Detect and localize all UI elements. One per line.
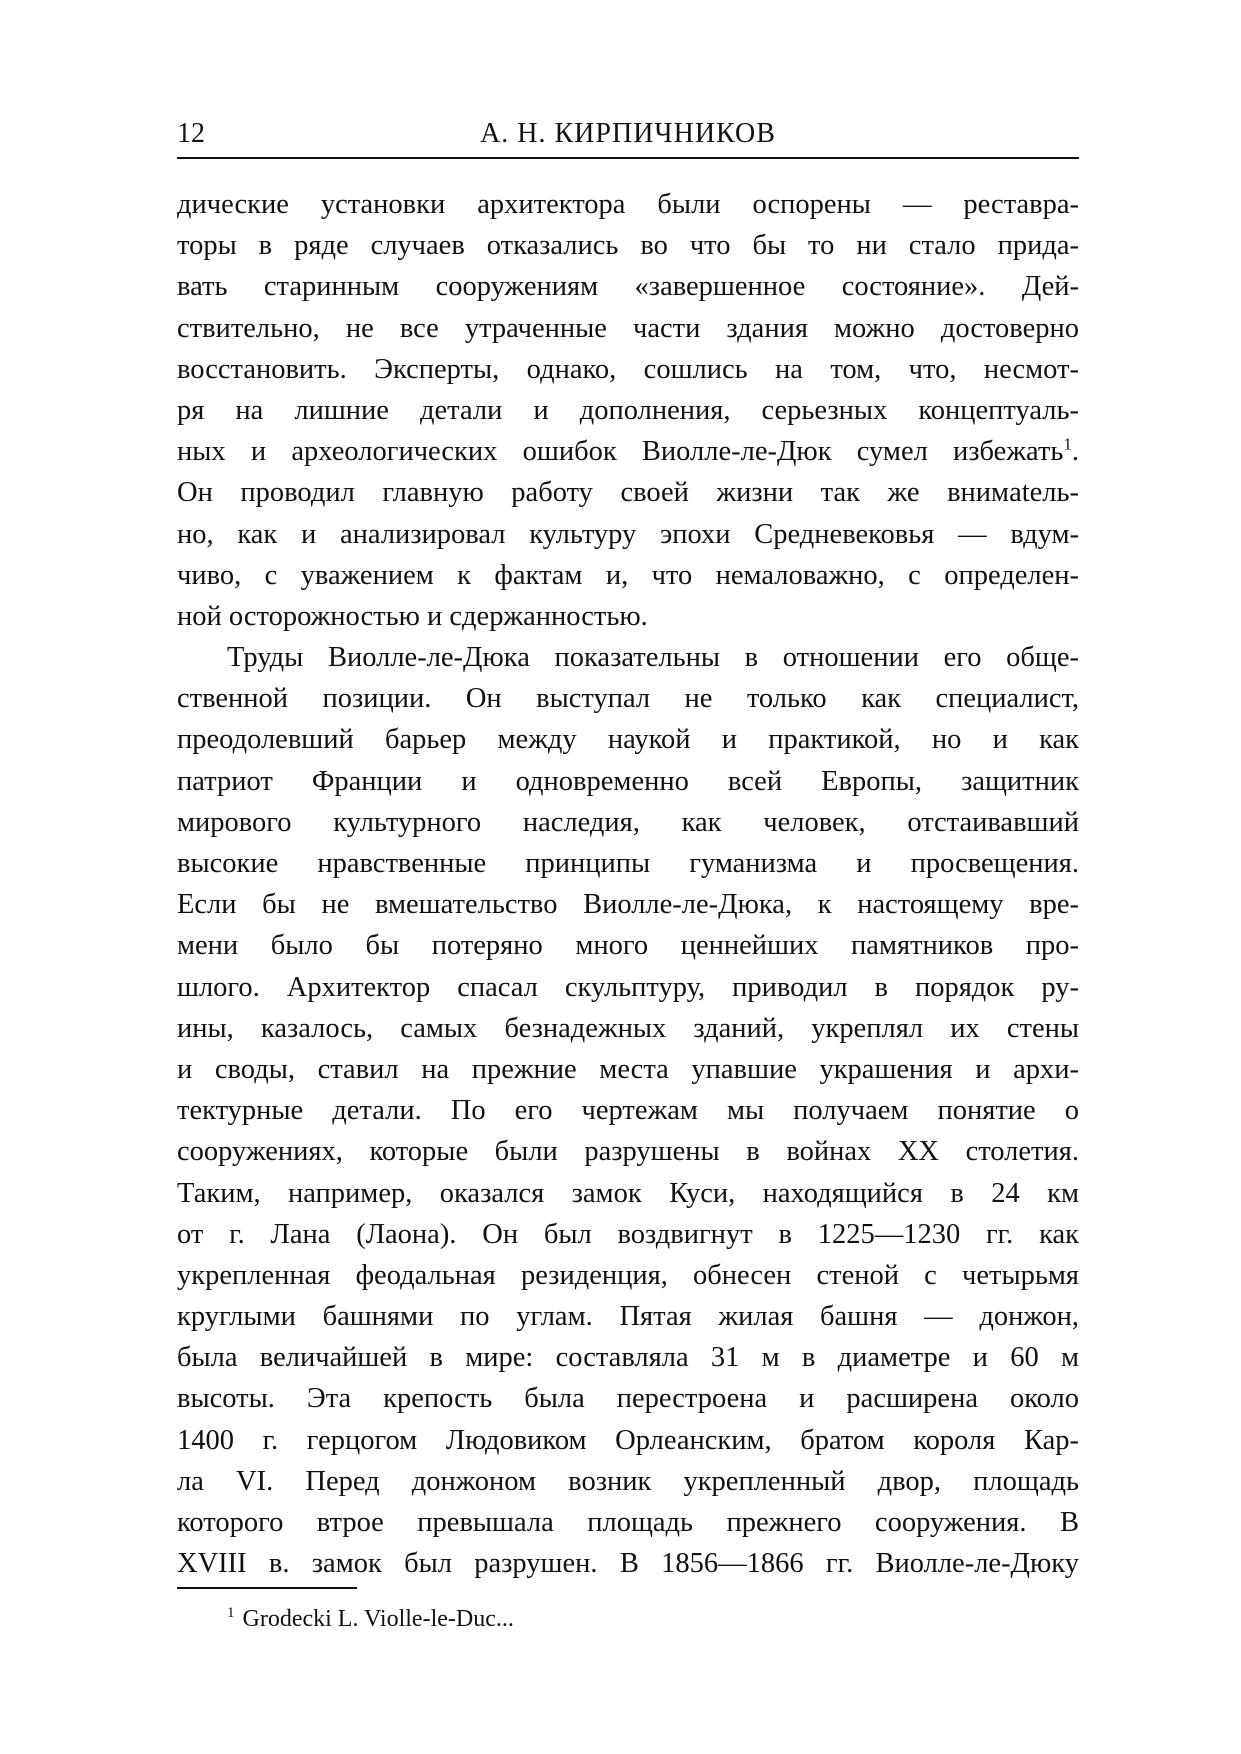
text-line: высоты. Эта крепость была перестроена и расширена около [177, 1383, 1079, 1415]
text-line: торы в ряде случаев отказались во что бы то ни стало прида- [177, 230, 1079, 262]
text-line-content: ных и археологических ошибок Виолле-ле-Дюк сумел избежать [177, 436, 1064, 468]
text-line: которого втрое превышала площадь прежнего сооружения. В [177, 1507, 1079, 1538]
text-line: преодолевший барьер между наукой и практикой, но и как [177, 724, 1079, 756]
footnote-rule [177, 1587, 357, 1589]
text-line: вать старинным сооружениям «завершенное состояние». Дей- [177, 271, 1079, 303]
text-line: чиво, с уважением к фактам и, что немаловажно, с определен- [177, 559, 1079, 591]
text-line: Таким, например, оказался замок Куси, находящийся в 24 км [177, 1177, 1079, 1209]
text-line: мирового культурного наследия, как человек, отстаивавший [177, 806, 1079, 838]
text-line: и своды, ставил на прежние места упавшие украшения и архи- [177, 1053, 1079, 1085]
running-head [177, 112, 1079, 156]
paragraph-start-line: Труды Виолле-ле-Дюка показательны в отношении его обще- [227, 642, 1079, 674]
text-line: сооружениях, которые были разрушены в войнах XX столетия. [177, 1136, 1079, 1168]
footnote [227, 1602, 514, 1636]
body-text [177, 184, 1079, 1584]
text-line: Он проводил главную работу своей жизни так же внимatель- [177, 477, 1079, 509]
footnote-text: Grodecki L. Violle-le-Duc... [242, 1606, 514, 1632]
text-line: была величайшей в мире: составляла 31 м в диаметре и 60 м [177, 1342, 1079, 1374]
text-line: ствительно, не все утраченные части здания можно достоверно [177, 312, 1079, 344]
text-line: от г. Лана (Лаона). Он был воздвигнут в 1225—1230 гг. как [177, 1218, 1079, 1250]
text-line-with-footnote: ных и археологических ошибок Виолле-ле-Дюк сумел избежать$^1$. [177, 434, 1079, 468]
text-line: мени было бы потеряно много ценнейших памятников про- [177, 930, 1079, 962]
footnote-reference: 1 [1063, 434, 1072, 454]
text-line: ной осторожностью и сдержанностью. [177, 600, 648, 632]
text-line: патриот Франции и одновременно всей Европы, защитник [177, 765, 1079, 797]
text-line: ины, казалось, самых безнадежных зданий, укреплял их стены [177, 1012, 1079, 1044]
text-line: дические установки архитектора были оспорены — реставра- [177, 189, 1079, 220]
text-line: ственной позиции. Он выступал не только как специалист, [177, 683, 1079, 715]
footnote-number: 1 [227, 1605, 235, 1621]
header-rule [177, 157, 1079, 159]
text-line: ря на лишние детали и дополнения, серьезных концептуаль- [177, 394, 1079, 426]
text-line: высокие нравственные принципы гуманизма и просвещения. [177, 848, 1079, 879]
text-line: XVIII в. замок был разрушен. В 1856—1866 гг. Виолле-ле-Дюку [177, 1548, 1079, 1580]
text-line: 1400 г. герцогом Людовиком Орлеанским, братом короля Кар- [177, 1424, 1079, 1456]
text-line: восстановить. Эксперты, однако, сошлись на том, что, несмот- [177, 353, 1079, 385]
text-line: Если бы не вмешательство Виолле-ле-Дюка, к настоящему вре- [177, 889, 1079, 921]
text-line: ла VI. Перед донжоном возник укрепленный двор, площадь [177, 1465, 1079, 1497]
text-line: но, как и анализировал культуру эпохи Средневековья — вдум- [177, 518, 1079, 550]
text-line: тектурные детали. По его чертежам мы получаем понятие о [177, 1095, 1079, 1127]
text-line: шлого. Архитектор спасал скульптуру, приводил в порядок ру- [177, 971, 1079, 1003]
page-number: 12 [177, 118, 205, 149]
text-line: укрепленная феодальная резиденция, обнесен стеной с четырьмя [177, 1259, 1079, 1291]
text-line: круглыми башнями по углам. Пятая жилая башня — донжон, [177, 1301, 1079, 1333]
running-title: А. Н. КИРПИЧНИКОВ [480, 118, 776, 149]
